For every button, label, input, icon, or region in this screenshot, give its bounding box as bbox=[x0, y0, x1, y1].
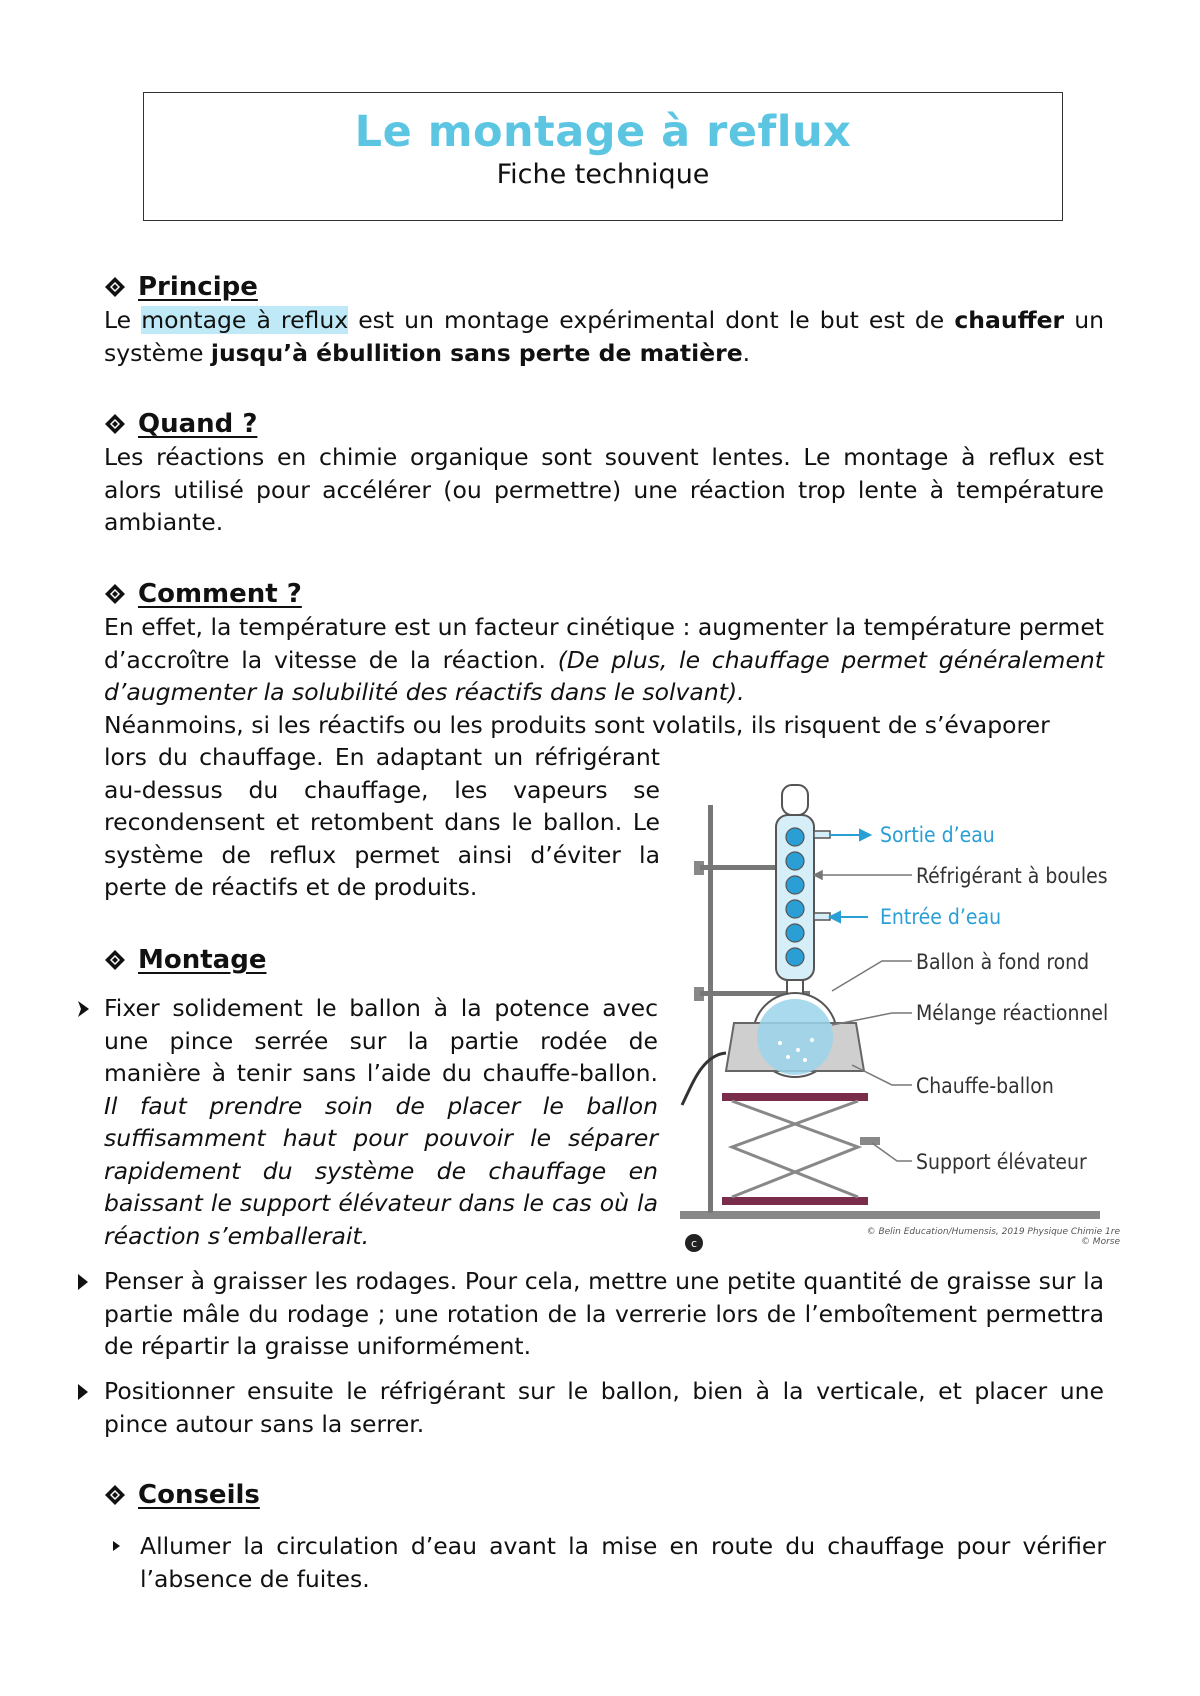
highlighted-term: montage à reflux bbox=[141, 306, 349, 334]
section-quand bbox=[104, 407, 1104, 539]
list-item: Allumer la circulation d’eau avant la mise en route du chauffage pour vérifier l’absence de fuites. bbox=[110, 1530, 1110, 1595]
diamond-bullet-icon bbox=[104, 1484, 126, 1506]
principe-text: Le montage à reflux est un montage expérimental dont le but est de chauffer un système jusqu’à ébullition sans perte de matière. bbox=[104, 306, 1105, 367]
label-refrigerant: Réfrigérant à boules bbox=[916, 864, 1108, 888]
section-conseils bbox=[104, 1478, 1104, 1512]
list-item: Penser à graisser les rodages. Pour cela, mettre une petite quantité de graisse sur la partie mâle du rodage ; une rotation de la verrerie lors de l’emboîtement permettra de répartir la graisse uniformément. bbox=[76, 1265, 1106, 1363]
water-outlet bbox=[814, 831, 830, 838]
heading-quand: Quand ? bbox=[104, 407, 1104, 441]
arrow-bullet-icon bbox=[76, 1375, 104, 1440]
label-sortie-eau: Sortie d’eau bbox=[880, 823, 995, 847]
water-arrows bbox=[830, 830, 870, 922]
arrow-bullet-icon bbox=[76, 1265, 104, 1363]
comment-text-2a: Néanmoins, si les réactifs ou les produits sont volatils, ils risquent de s’évaporer bbox=[104, 710, 1050, 739]
diamond-bullet-icon bbox=[104, 413, 126, 435]
power-cable bbox=[682, 1053, 726, 1105]
comment-text-1: En effet, la température est un facteur cinétique : augmenter la température permet d’accroître la vitesse de la réaction. (De plus, le chauffage permet généralement d’augmenter la solubilité des réactifs dans le solvant). bbox=[104, 613, 1105, 706]
page-title: Le montage à reflux bbox=[354, 107, 852, 157]
reflux-apparatus-figure bbox=[672, 775, 1160, 1255]
title-box bbox=[143, 92, 1063, 221]
figure-credit: © Belin Education/Humensis, 2019 Physique Chimie 1re © Morse bbox=[866, 1227, 1120, 1247]
diamond-bullet-icon bbox=[104, 949, 126, 971]
heading-comment: Comment ? bbox=[104, 577, 1104, 611]
jack-scissor bbox=[732, 1101, 858, 1197]
label-chauffe-ballon: Chauffe-ballon bbox=[916, 1074, 1054, 1098]
section-principe bbox=[104, 270, 1104, 369]
jack-top-tray bbox=[722, 1093, 868, 1101]
diamond-bullet-icon bbox=[104, 583, 126, 605]
label-entree-eau: Entrée d’eau bbox=[880, 905, 1002, 929]
badge-text: c bbox=[690, 1237, 698, 1250]
heading-principe: Principe bbox=[104, 270, 1104, 304]
arrow-bullet-icon bbox=[76, 992, 104, 1252]
heading-montage: Montage bbox=[104, 943, 1104, 977]
small-arrow-bullet-icon bbox=[110, 1530, 140, 1595]
label-melange: Mélange réactionnel bbox=[916, 1001, 1109, 1025]
diamond-bullet-icon bbox=[104, 276, 126, 298]
quand-text: Les réactions en chimie organique sont souvent lentes. Le montage à reflux est alors utilisé pour accélérer (ou permettre) une réaction trop lente à température ambiante. bbox=[104, 443, 1104, 536]
water-inlet bbox=[814, 913, 830, 920]
condenser-top bbox=[782, 785, 808, 815]
comment-text-2b: lors du chauffage. En adaptant un réfrigérant au-dessus du chauffage, les vapeurs se recondensent et retombent dans le ballon. Le système de reflux permet ainsi d’éviter la perte de réactifs et de produits. bbox=[104, 743, 660, 901]
list-item: Fixer solidement le ballon à la potence avec une pince serrée sur la partie rodée de manière à tenir sans l’aide du chauffe-ballon. Il faut prendre soin de placer le ballon suffisamment haut pour pouvoir le séparer rapidement du système de chauffage en baissant le support élévateur dans le cas où la réaction s’emballerait. bbox=[76, 992, 658, 1252]
heading-conseils: Conseils bbox=[104, 1478, 1104, 1512]
label-support: Support élévateur bbox=[916, 1150, 1087, 1174]
jack-bottom-tray bbox=[722, 1197, 868, 1205]
stand-base bbox=[680, 1211, 1100, 1219]
label-ballon: Ballon à fond rond bbox=[916, 950, 1090, 974]
page-subtitle: Fiche technique bbox=[496, 159, 710, 190]
list-item: Positionner ensuite le réfrigérant sur le ballon, bien à la verticale, et placer une pince autour sans la serrer. bbox=[76, 1375, 1106, 1440]
